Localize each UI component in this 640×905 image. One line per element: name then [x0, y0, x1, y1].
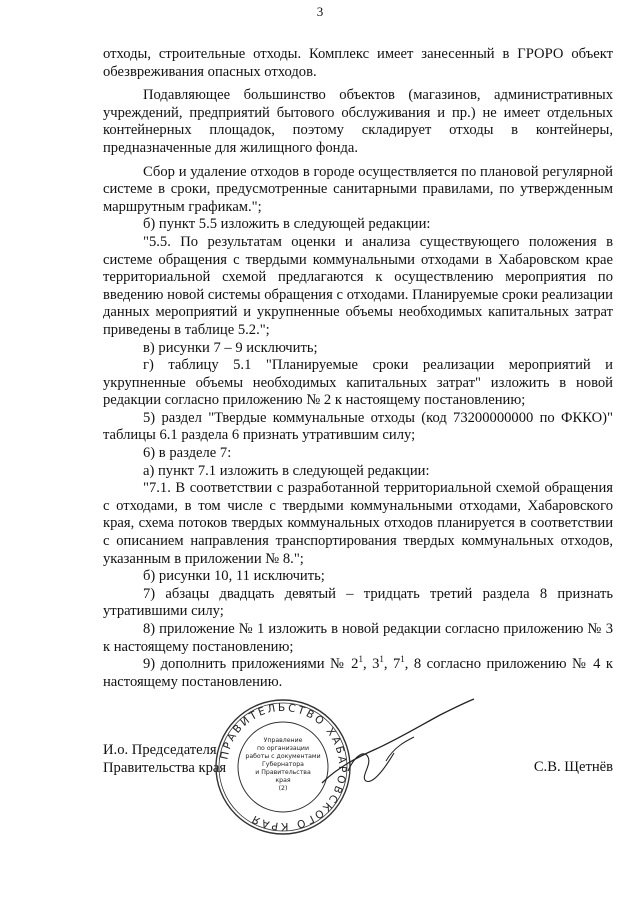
- paragraph: г) таблицу 5.1 "Планируемые сроки реализации мероприятий и укрупненные объемы необходимых капитальных затрат" изложить в новой редакции согласно приложению № 2 к настоящему постановлению;: [103, 357, 613, 409]
- paragraph-with-superscripts: 9) дополнить приложениями № $2^1$, $3^1$, $7^1$, 8 согласно приложению № 4 к настоящему постановлению.: [103, 654, 614, 690]
- seal-line: и Правительства: [255, 769, 311, 776]
- page-number: 3: [316, 4, 324, 19]
- paragraph: 7) абзацы двадцать девятый – тридцать третий раздела 8 признать утратившими силу;: [103, 585, 613, 620]
- seal-line: Управление: [263, 737, 303, 744]
- paragraph: 6) в разделе 7:: [143, 445, 232, 462]
- signatory-name: С.В. Щетнёв: [533, 759, 613, 775]
- paragraph: Сбор и удаление отходов в городе осуществляется по плановой регулярной системе в сроки, предусмотренные санитарными правилами, по утвержденным маршрутным графикам.";: [103, 163, 613, 215]
- seal-line: по организации: [257, 745, 309, 752]
- handwritten-signature-icon: [318, 697, 478, 807]
- paragraph: отходы, строительные отходы. Комплекс имеет занесенный в ГРОРО объект обезвреживания опасных отходов.: [103, 46, 613, 80]
- seal-line: работы с документами: [245, 753, 321, 760]
- seal-ring-text: ПРАВИТЕЛЬСТВО ХАБАРОВСКОГО КРАЯ: [218, 701, 349, 833]
- signatory-position: И.о. Председателя Правительства края: [103, 742, 227, 776]
- seal-line: (2): [278, 785, 288, 792]
- paragraph: в) рисунки 7 – 9 исключить;: [143, 339, 318, 356]
- paragraph: Подавляющее большинство объектов (магазинов, административных учреждений, предприятий бытового обслуживания и пр.) не имеет отдельных контейнерных площадок, поэтому складирует отходы в контейнеры, предназначенные для жилищного фонда.: [103, 87, 613, 156]
- document-body: [103, 46, 613, 691]
- paragraph: "5.5. По результатам оценки и анализа существующего положения в системе обращения с твердыми коммунальными отходами в Хабаровском крае территориальной схемой предлагаются к осуществлению мероприятия по введению новой системы обращения с отходами. Планируемые сроки реализации данных мероприятий и укрупненные объемы необходимых капитальных затрат приведены в таблице 5.2.";: [103, 233, 613, 338]
- seal-line: края: [275, 777, 291, 784]
- paragraph: б) рисунки 10, 11 исключить;: [143, 568, 325, 585]
- paragraph: "7.1. В соответствии с разработанной территориальной схемой обращения с отходами, в том числе с твердыми коммунальными отходами, Хабаровского края, схема потоков твердых коммунальных отходов планируется в соответствии с описанием направления транспортирования твердых коммунальных отходов, указанным в приложении № 8.";: [103, 480, 613, 567]
- paragraph: б) пункт 5.5 изложить в следующей редакции:: [143, 216, 431, 233]
- paragraph: 5) раздел "Твердые коммунальные отходы (код 73200000000 по ФККО)" таблицы 6.1 раздела 6 признать утратившим силу;: [103, 409, 613, 444]
- seal-line: Губернатора: [262, 761, 304, 768]
- paragraph: а) пункт 7.1 изложить в следующей редакции:: [143, 462, 430, 479]
- paragraph: 8) приложение № 1 изложить в новой редакции согласно приложению № 3 к настоящему постановлению;: [103, 621, 613, 655]
